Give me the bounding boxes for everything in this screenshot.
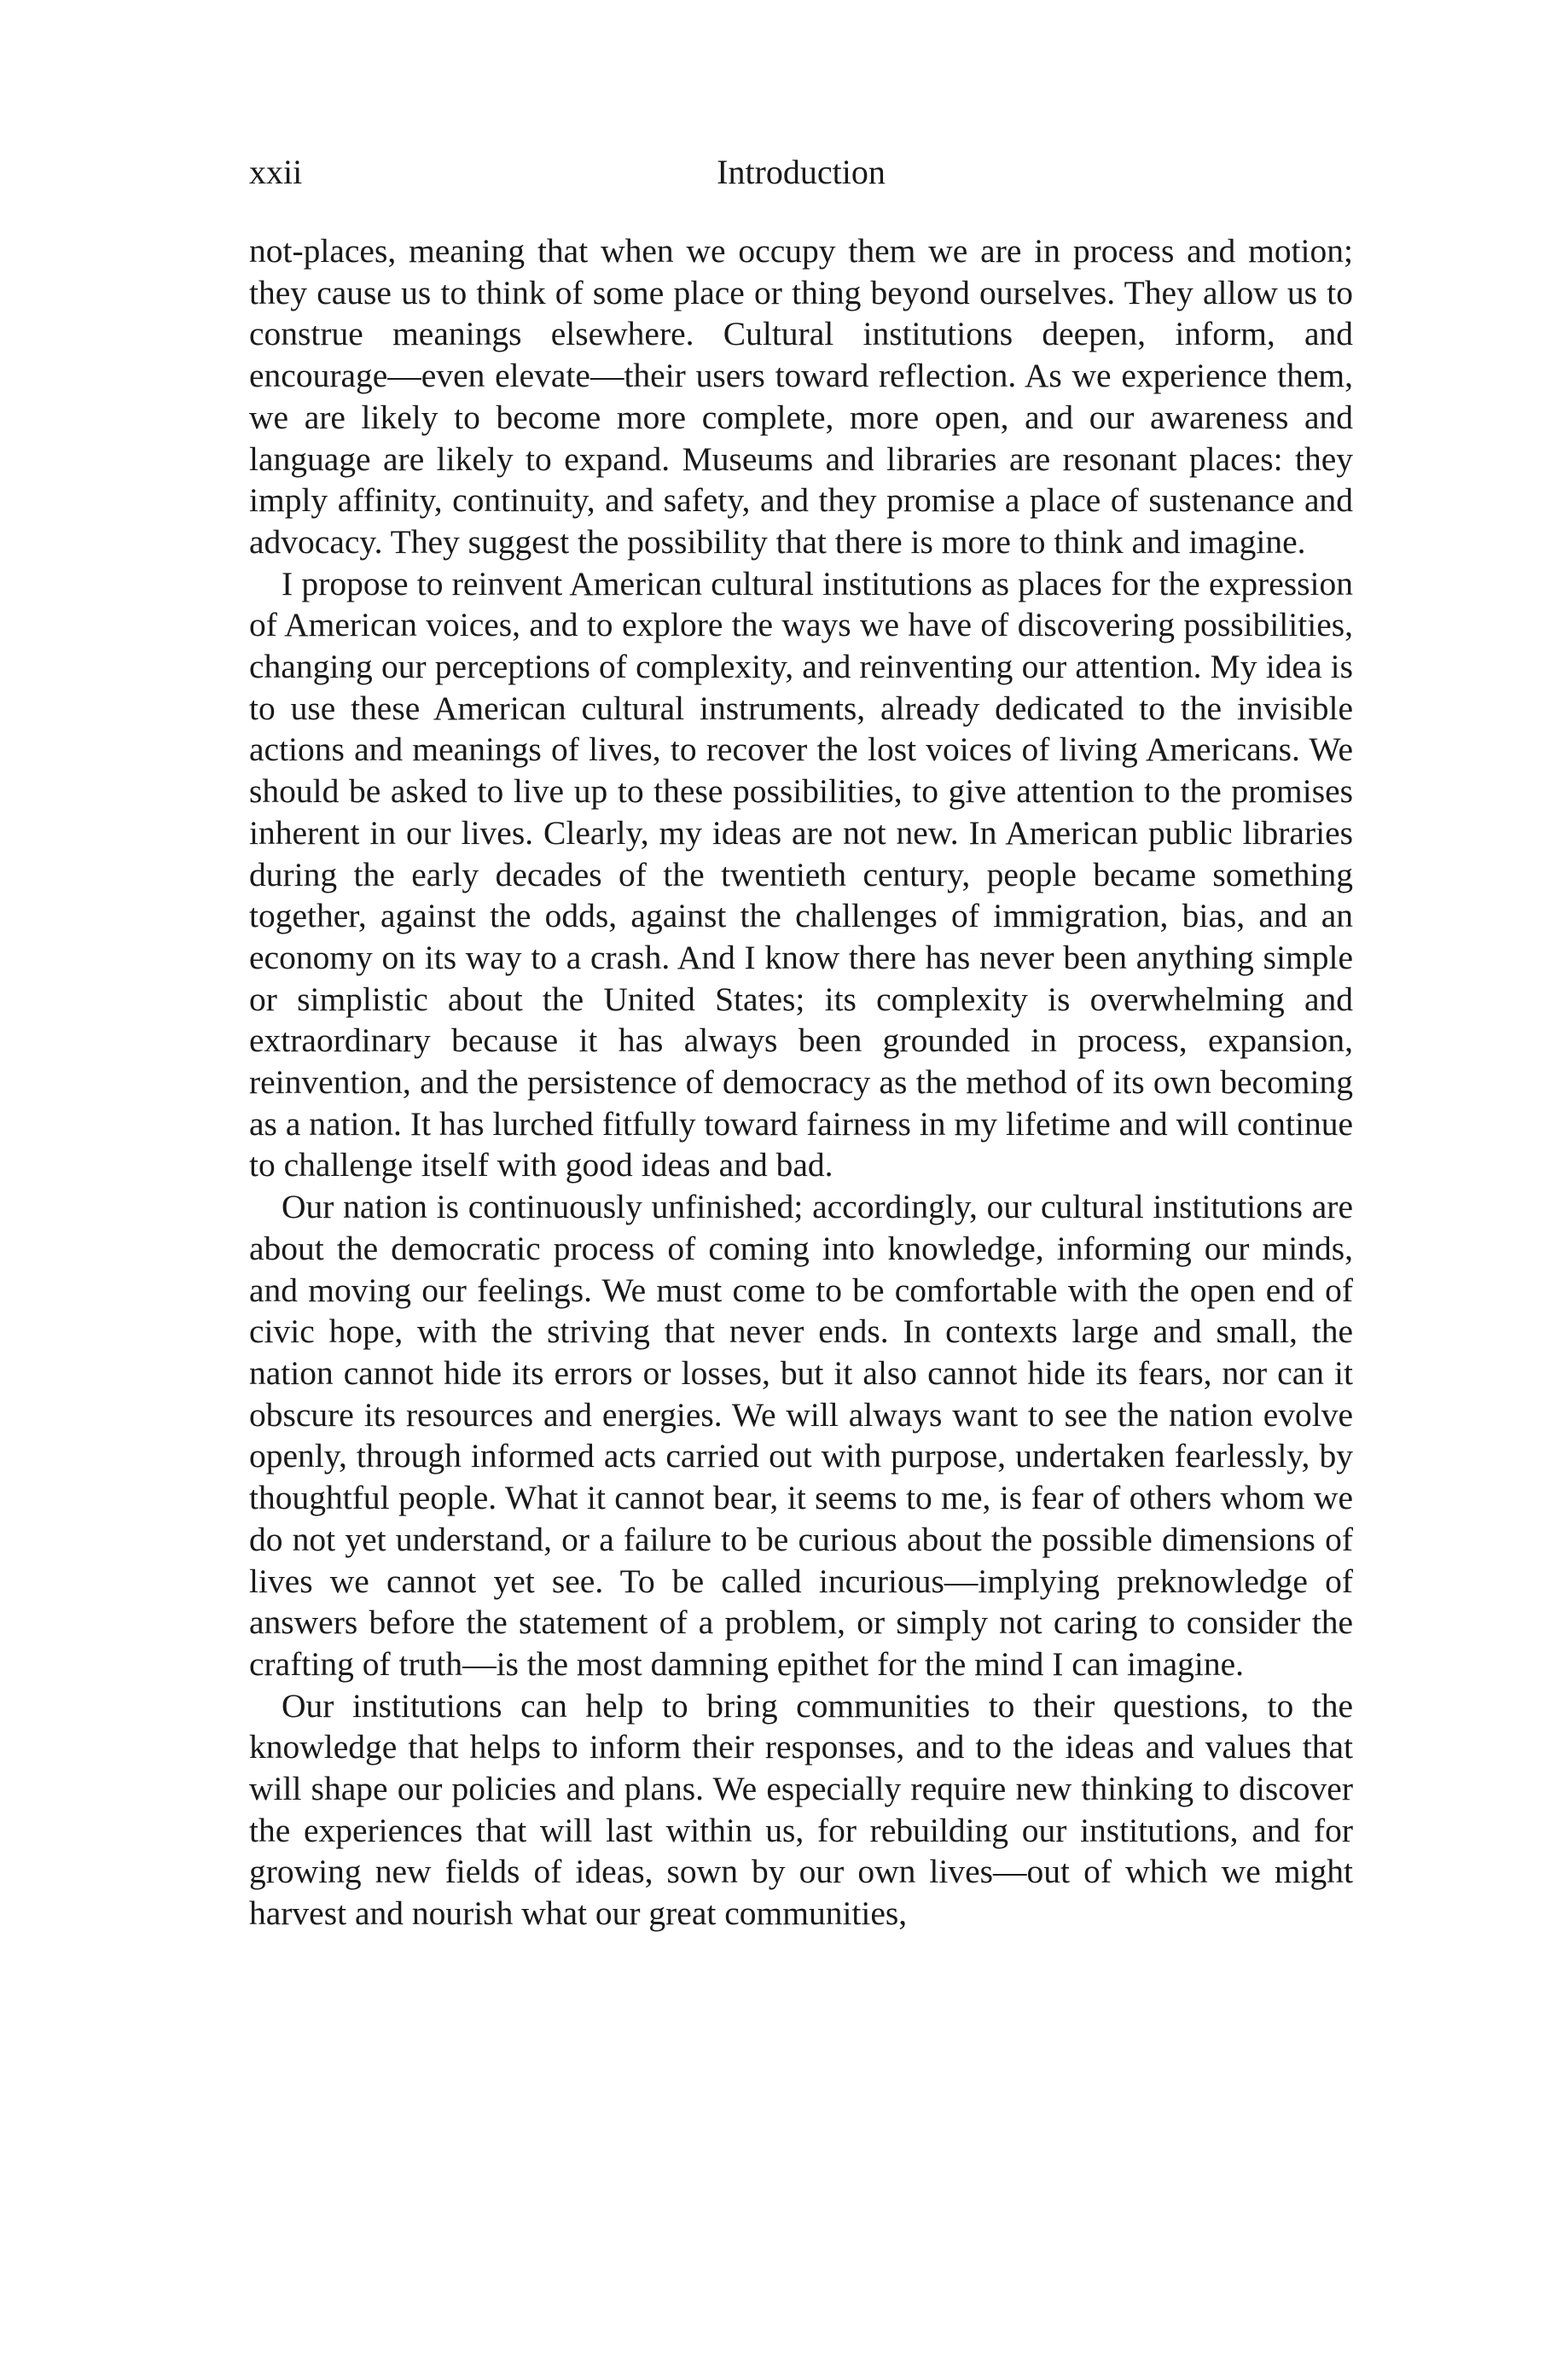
- body-text: [249, 230, 1353, 1935]
- paragraph-1: not-places, meaning that when we occupy them we are in process and motion; they cause us to think of some place or thing beyond ourselves. They allow us to construe meanings elsewhere. Cultural institutions deepen, inform, and encourage—even elevate—their users toward reflection. As we experience them, we are likely to become more complete, more open, and our awareness and language are likely to expand. Museums and libraries are resonant places: they imply affinity, continuity, and safety, and they promise a place of sustenance and advocacy. They suggest the possibility that there is more to think and imagine.: [249, 232, 1353, 561]
- paragraph-4: [249, 1685, 1353, 1935]
- paragraph-2-text: I propose to reinvent American cultural institutions as places for the expression of American voices, and to explore the ways we have of discovering possibilities, changing our perceptions of complexity, and reinventing our attention. My idea is to use these American cultural instruments, already dedicated to the invisible actions and meanings of lives, to recover the lost voices of living Americans. We should be asked to live up to these possibilities, to give attention to the promises inherent in our lives. Clearly, my ideas are not new. In American public libraries during the early decades of the twentieth century, people became something together, against the odds, against the challenges of immigration, bias, and an economy on its way to a crash. And I know there has never been anything simple or simplistic about the United States; its complexity is overwhelming and extraordinary because it has always been grounded in process, expansion, reinvention, and the persistence of democracy as the method of its own becoming as a nation. It has lurched fitfully toward fairness in my lifetime and will continue to challenge itself with good ideas and bad.: [249, 564, 1353, 1184]
- running-head: [249, 147, 1353, 198]
- chapter-title: Introduction: [717, 153, 886, 191]
- paragraph-2: [249, 563, 1353, 1187]
- page-number: xxii: [249, 153, 303, 191]
- paragraph-3-text: Our nation is continuously unfinished; accordingly, our cultural institutions are about the democratic process of coming into knowledge, informing our minds, and moving our feelings. We must come to be comfortable with the open end of civic hope, with the striving that never ends. In contexts large and small, the nation cannot hide its errors or losses, but it also cannot hide its fears, nor can it obscure its resources and energies. We will always want to see the nation evolve openly, through informed acts carried out with purpose, undertaken fearlessly, by thoughtful people. What it cannot bear, it seems to me, is fear of others whom we do not yet understand, or a failure to be curious about the possible dimensions of lives we cannot yet see. To be called incurious—implying preknowledge of answers before the statement of a problem, or simply not caring to consider the crafting of truth—is the most damning epithet for the mind I can imagine.: [249, 1188, 1353, 1683]
- paragraph-4-text: Our institutions can help to bring communities to their questions, to the knowledge that helps to inform their responses, and to the ideas and values that will shape our policies and plans. We especially require new thinking to discover the experiences that will last within us, for rebuilding our institutions, and for growing new fields of ideas, sown by our own lives—out of which we might harvest and nourish what our great communities,: [249, 1686, 1353, 1933]
- paragraph-3: [249, 1186, 1353, 1684]
